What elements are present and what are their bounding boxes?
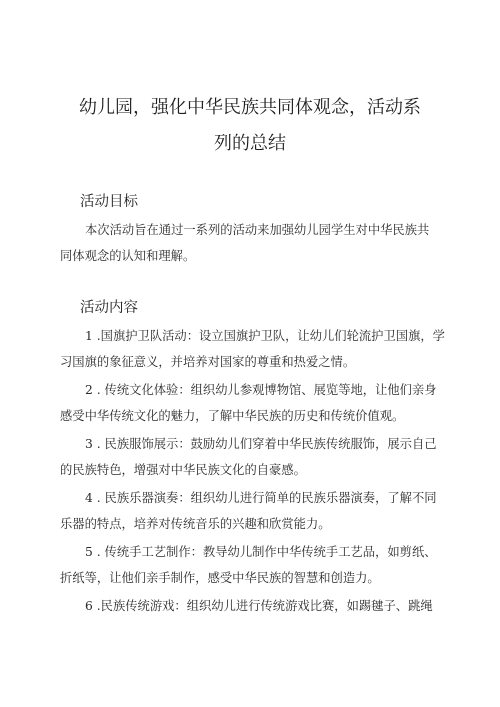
goals-paragraph-line-1: 本次活动旨在通过一系列的活动来加强幼儿园学生对中华民族共 [85, 223, 430, 237]
list-item-6-line-1: 6 .民族传统游戏：组织幼儿进行传统游戏比赛，如踢毽子、跳绳 [85, 599, 433, 613]
list-item-4-line-1: 4 . 民族乐器演奏：组织幼儿进行简单的民族乐器演奏，了解不同 [85, 491, 437, 505]
list-item-4-line-2: 乐器的特点，培养对传统音乐的兴趣和欣赏能力。 [60, 517, 331, 531]
section-heading-goals: 活动目标 [80, 194, 138, 210]
list-item-5-line-2: 折纸等，让他们亲手制作，感受中华民族的智慧和创造力。 [60, 571, 380, 585]
list-item-1-line-1: 1 .国旗护卫队活动：设立国旗护卫队，让幼儿们轮流护卫国旗，学 [85, 329, 445, 343]
section-heading-content: 活动内容 [80, 300, 138, 316]
list-item-1-line-2: 习国旗的象征意义，并培养对国家的尊重和热爱之情。 [60, 355, 356, 369]
list-item-3-line-2: 的民族特色，增强对中华民族文化的自豪感。 [60, 463, 306, 477]
document-title-line-2: 列的总结 [214, 133, 286, 154]
document-title-line-1: 幼儿园，强化中华民族共同体观念，活动系 [79, 97, 421, 118]
list-item-2-line-2: 感受中华传统文化的魅力，了解中华民族的历史和传统价值观。 [60, 409, 405, 423]
list-item-2-line-1: 2 . 传统文化体验：组织幼儿参观博物馆、展览等地，让他们亲身 [85, 383, 437, 397]
list-item-3-line-1: 3 . 民族服饰展示：鼓励幼儿们穿着中华民族传统服饰，展示自己 [85, 437, 437, 451]
list-item-5-line-1: 5 . 传统手工艺制作：教导幼儿制作中华传统手工艺品，如剪纸、 [85, 545, 437, 559]
goals-paragraph-line-2: 同体观念的认知和理解。 [60, 249, 196, 263]
